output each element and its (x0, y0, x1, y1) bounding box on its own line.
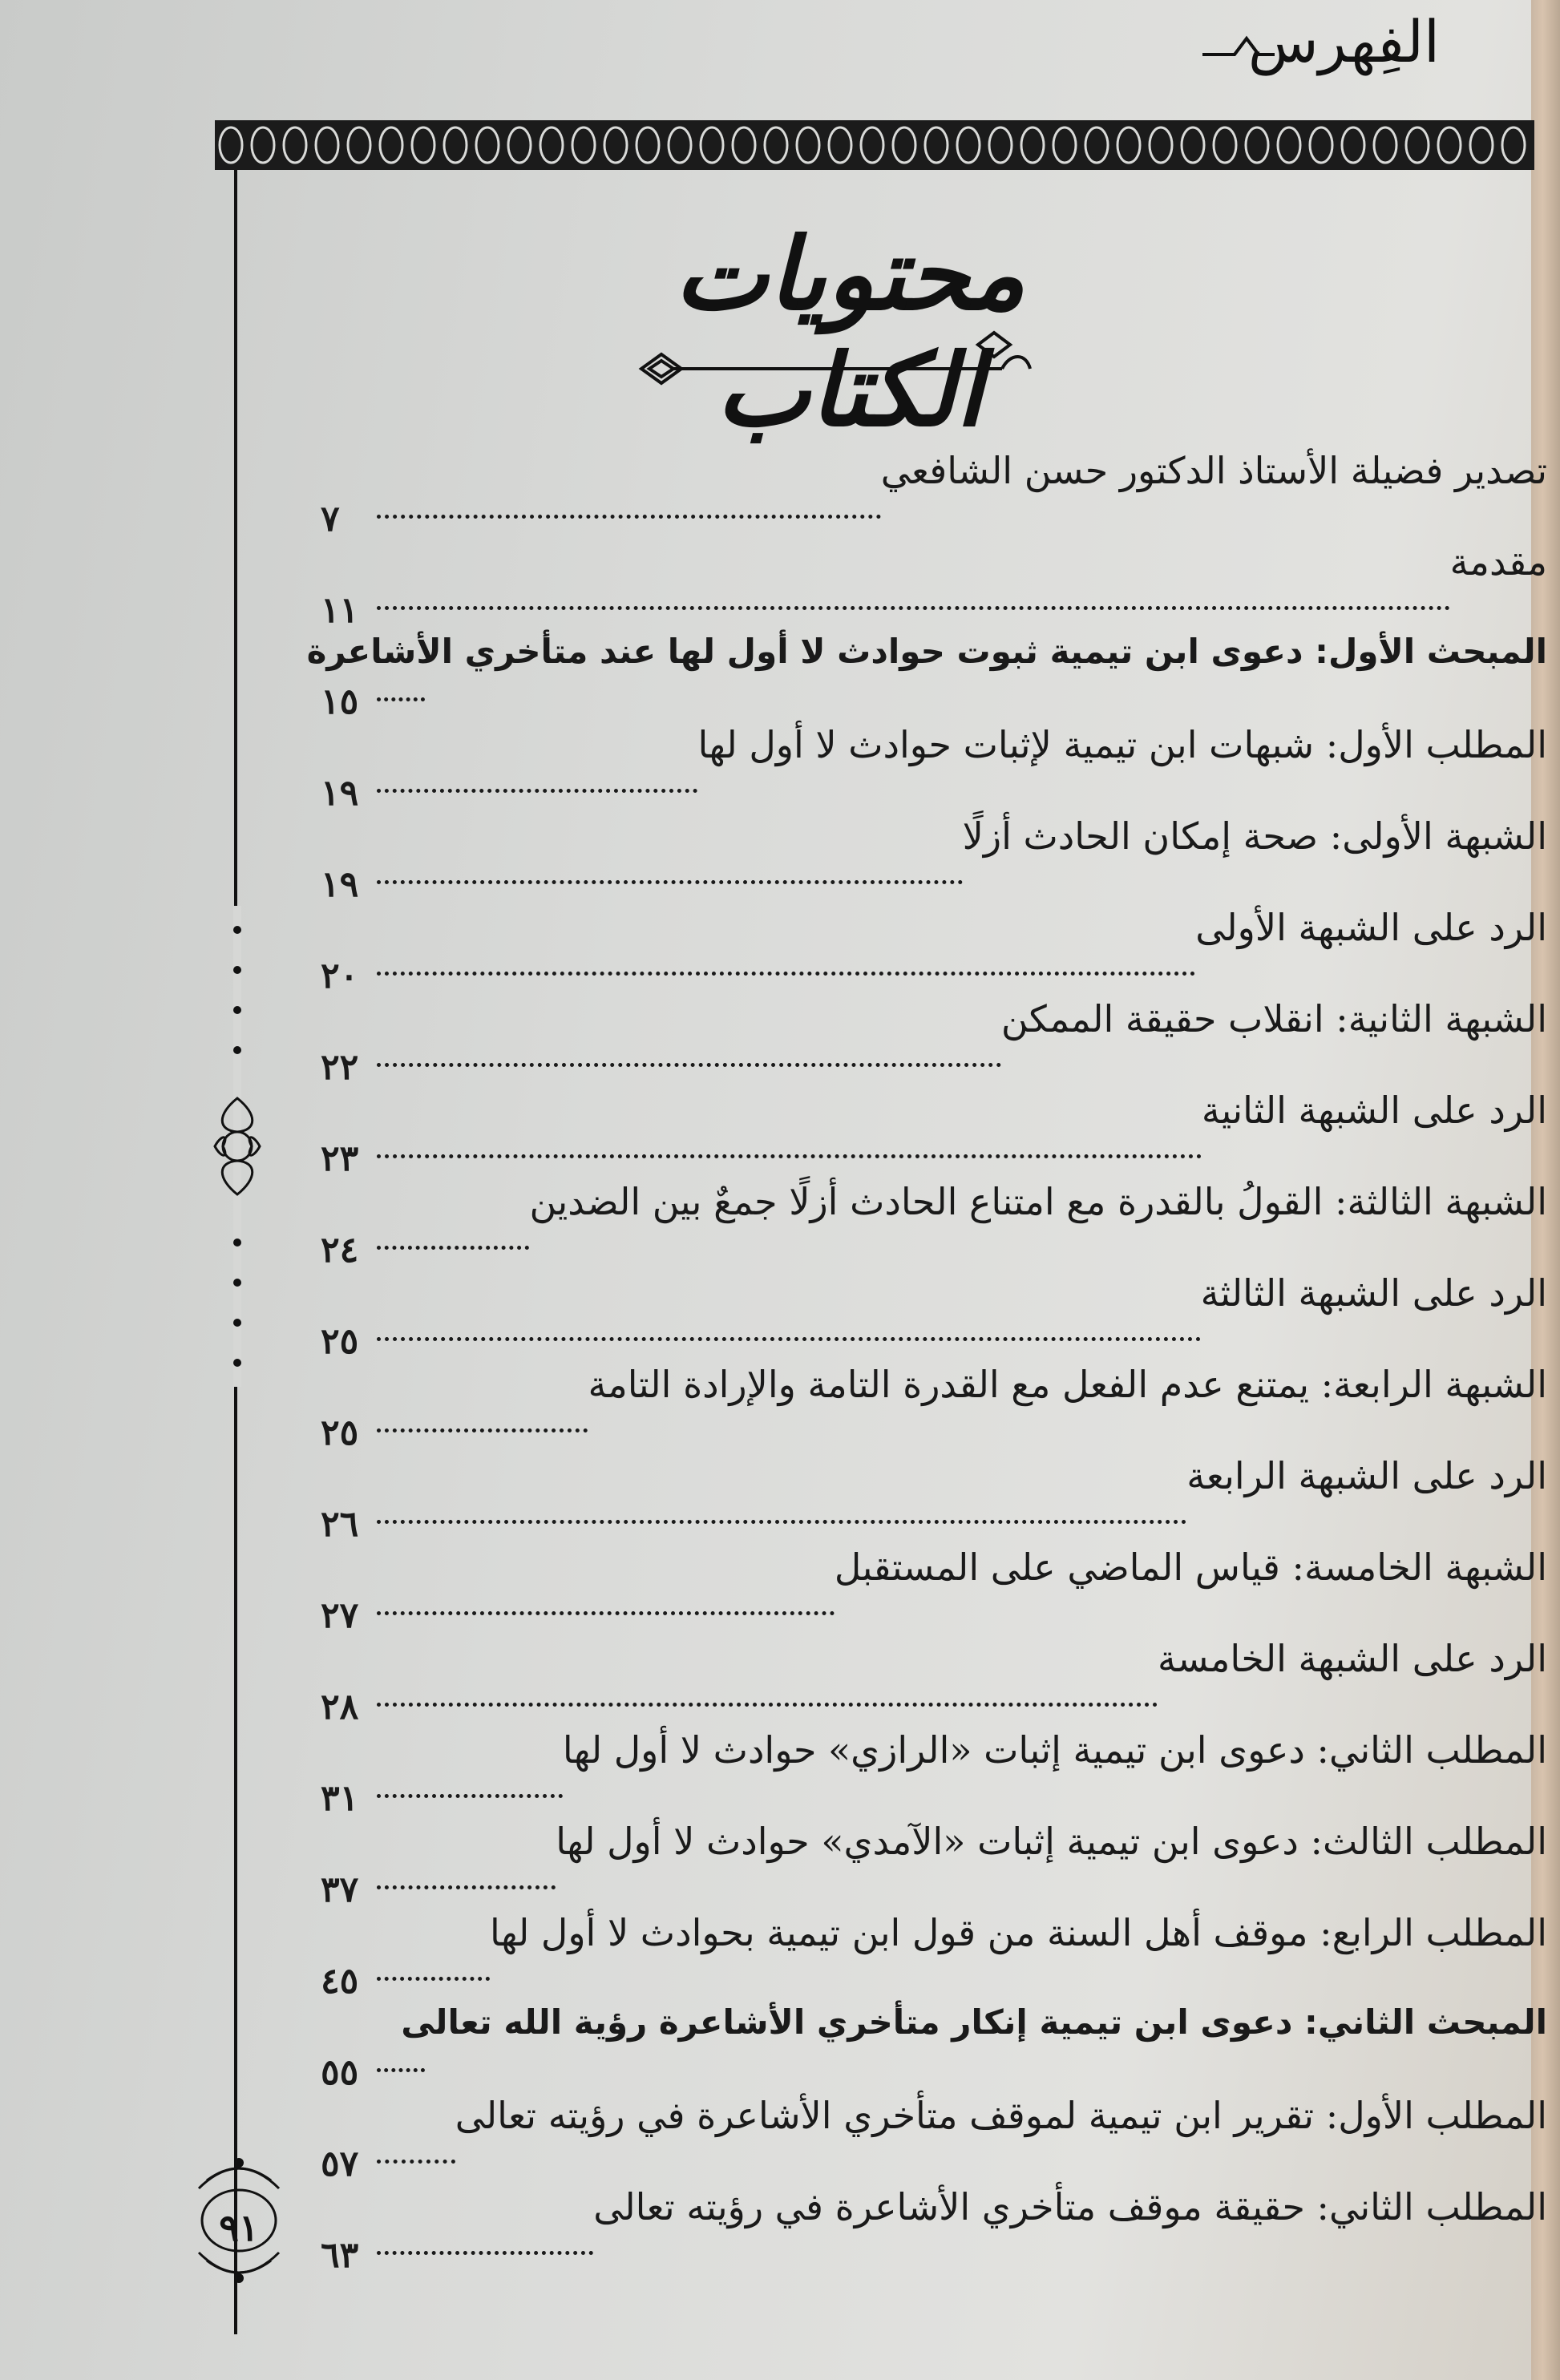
toc-page-number: ٧ (321, 499, 340, 539)
page-title: محتويات الكتاب (674, 216, 1025, 449)
toc-leader-dots (377, 2068, 425, 2072)
toc-page-number: ٤٥ (321, 1961, 359, 2002)
toc-leader-dots (377, 1154, 1202, 1158)
toc-leader-dots (377, 1246, 529, 1250)
toc-entry-title: المطلب الرابع: موقف أهل السنة من قول ابن تيمية بحوادث لا أول لها (490, 1911, 1547, 1954)
toc-leader-dots (377, 1428, 588, 1432)
running-header: الفِهرس (1247, 8, 1440, 75)
toc-leader-dots (377, 2251, 593, 2255)
toc-leader-dots (377, 1885, 556, 1889)
toc-leader-dots (377, 972, 1195, 976)
toc-entry-title: المطلب الثالث: دعوى ابن تيمية إثبات «الآمدي» حوادث لا أول لها (556, 1820, 1547, 1863)
toc-page-number: ٥٧ (321, 2144, 359, 2184)
toc-page-number: ١٩ (321, 773, 359, 814)
toc-page-number: ٢٠ (321, 956, 359, 996)
toc-entry-title: المطلب الثاني: دعوى ابن تيمية إثبات «الرازي» حوادث لا أول لها (562, 1728, 1547, 1772)
toc-entry-title: الشبهة الخامسة: قياس الماضي على المستقبل (834, 1546, 1547, 1589)
toc-entry-title: الشبهة الثانية: انقلاب حقيقة الممكن (1000, 997, 1547, 1040)
toc-entry-title: الرد على الشبهة الثالثة (1200, 1271, 1547, 1315)
toc-entry-title: مقدمة (1449, 540, 1547, 584)
toc-page-number: ٢٢ (321, 1047, 359, 1088)
toc-page-number: ٢٤ (321, 1230, 359, 1271)
toc-leader-dots (377, 880, 963, 884)
toc-leader-dots (377, 1063, 1001, 1067)
toc-entry-title: المطلب الثاني: حقيقة موقف متأخري الأشاعرة في رؤيته تعالى (593, 2185, 1547, 2228)
toc-page-number: ٢٨ (321, 1687, 359, 1727)
toc-entry-title: المطلب الأول: شبهات ابن تيمية لإثبات حوادث لا أول لها (697, 723, 1547, 766)
page-number: ٩١ (219, 2206, 259, 2249)
toc-entry-title: الرد على الشبهة الرابعة (1186, 1454, 1547, 1497)
toc-entry-title: الشبهة الرابعة: يمتنع عدم الفعل مع القدرة التامة والإرادة التامة (588, 1363, 1547, 1406)
toc-entry-title: الرد على الشبهة الخامسة (1158, 1637, 1547, 1680)
toc-page-number: ٢٥ (321, 1412, 359, 1453)
toc-page-number: ٣١ (321, 1778, 359, 1819)
toc-page-number: ٢٥ (321, 1321, 359, 1362)
toc-leader-dots (377, 606, 1450, 610)
toc-entry-title: الرد على الشبهة الثانية (1201, 1089, 1547, 1132)
toc-entry-title: الرد على الشبهة الأولى (1195, 906, 1547, 949)
toc-page-number: ٢٦ (321, 1504, 359, 1545)
toc-page-number: ١٩ (321, 864, 359, 905)
toc-page-number: ٣٧ (321, 1869, 359, 1910)
toc-leader-dots (377, 697, 425, 701)
toc-leader-dots (377, 1977, 490, 1981)
toc-page-number: ١٥ (321, 681, 359, 722)
toc-leader-dots (377, 515, 881, 519)
toc-leader-dots (377, 1520, 1186, 1524)
toc-leader-dots (377, 1703, 1158, 1707)
toc-leader-dots (377, 2160, 455, 2164)
toc-entry-title: المبحث الأول: دعوى ابن تيمية ثبوت حوادث لا أول لها عند متأخري الأشاعرة (306, 632, 1547, 671)
toc-leader-dots (377, 789, 697, 793)
toc-entry-title: المطلب الأول: تقرير ابن تيمية لموقف متأخري الأشاعرة في رؤيته تعالى (455, 2094, 1547, 2137)
toc-leader-dots (377, 1611, 835, 1615)
toc-page-number: ٢٣ (321, 1138, 359, 1179)
toc-page-number: ٥٥ (321, 2052, 359, 2093)
toc-entry-title: المبحث الثاني: دعوى ابن تيمية إنكار متأخري الأشاعرة رؤية الله تعالى (401, 2002, 1547, 2042)
toc-leader-dots (377, 1794, 563, 1798)
toc-entry-title: تصدير فضيلة الأستاذ الدكتور حسن الشافعي (880, 449, 1547, 492)
toc-page-number: ٢٧ (321, 1595, 359, 1636)
toc-page-number: ٦٣ (321, 2235, 359, 2276)
toc-entry-title: الشبهة الأولى: صحة إمكان الحادث أزلًا (962, 814, 1547, 858)
toc-page-number: ١١ (321, 590, 359, 631)
toc-entry-title: الشبهة الثالثة: القولُ بالقدرة مع امتناع الحادث أزلًا جمعٌ بين الضدين (529, 1180, 1547, 1223)
toc-leader-dots (377, 1337, 1201, 1341)
